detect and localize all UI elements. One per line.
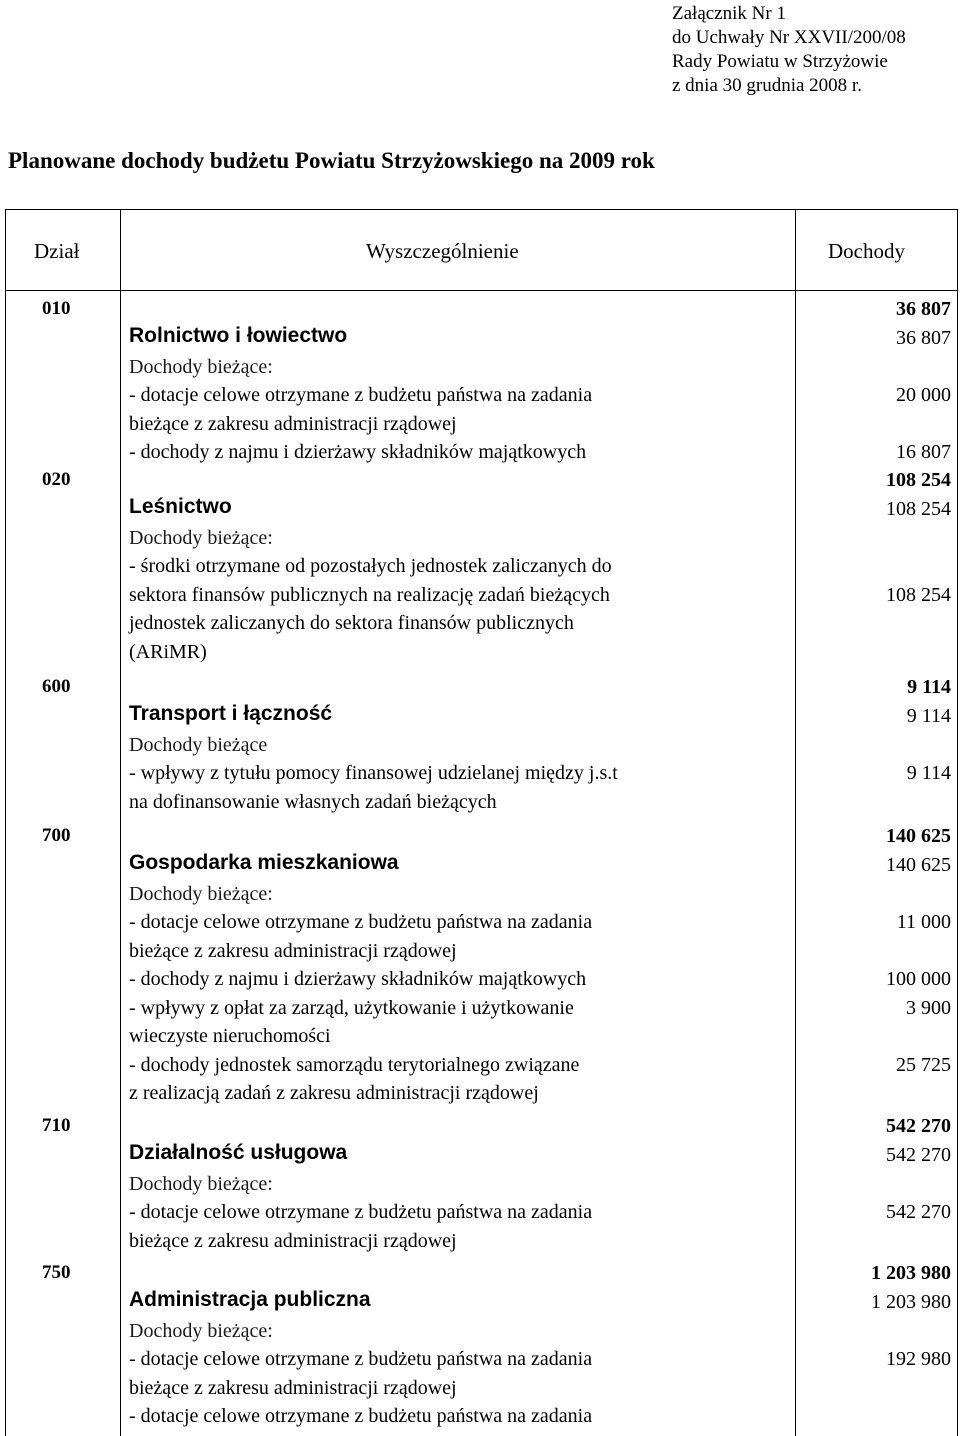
item-line: (ARiMR) (129, 640, 207, 663)
item-line: z realizacją zadań z zakresu administracji rządowej (129, 1082, 539, 1104)
item-amount: 16 807 (896, 441, 951, 463)
section-total: 108 254 (886, 469, 951, 491)
item-amount: 542 270 (886, 1201, 951, 1223)
section-total: 36 807 (896, 298, 951, 320)
item-line: - dotacje celowe otrzymane z budżetu państwa na zadania (129, 1348, 593, 1370)
section-code: 020 (42, 469, 71, 490)
item-line: - dotacje celowe otrzymane z budżetu państwa na zadania (129, 911, 593, 933)
item-amount: 25 725 (896, 1053, 951, 1076)
item-line: - dochody z najmu i dzierżawy składników majątkowych (129, 441, 587, 463)
section-label: Dochody bieżące: (129, 1172, 273, 1195)
revenue-table (5, 209, 958, 1436)
section-name: Gospodarka mieszkaniowa (129, 851, 399, 874)
section-label: Dochody bieżące: (129, 882, 273, 905)
section-label-amount: 140 625 (886, 854, 951, 876)
section-label: Dochody bieżące (129, 733, 268, 756)
item-line: - wpływy z opłat za zarząd, użytkowanie i użytkowanie (129, 996, 574, 1019)
section-name: Administracja publiczna (129, 1288, 371, 1311)
attachment-note (672, 2, 906, 98)
section-total: 1 203 980 (871, 1262, 951, 1284)
section-label-amount: 108 254 (886, 498, 951, 520)
attachment-line: z dnia 30 grudnia 2008 r. (672, 75, 862, 96)
item-line: na dofinansowanie własnych zadań bieżących (129, 790, 497, 813)
section-label-amount: 9 114 (906, 705, 951, 727)
header-amount: Dochody (828, 239, 905, 263)
item-amount: 20 000 (896, 384, 951, 406)
item-amount: 100 000 (886, 968, 951, 990)
section-total: 542 270 (886, 1115, 951, 1137)
section-total: 140 625 (886, 825, 951, 847)
section-code: 750 (42, 1262, 71, 1283)
section-name: Transport i łączność (129, 702, 333, 725)
item-amount: 192 980 (886, 1348, 951, 1370)
item-line: - środki otrzymane od pozostałych jednostek zaliczanych do (129, 555, 612, 577)
item-line: - dochody jednostek samorządu terytorialnego związane (129, 1053, 580, 1076)
column-divider (795, 210, 796, 1436)
section-code: 710 (42, 1115, 71, 1136)
section-name: Działalność usługowa (129, 1141, 348, 1164)
attachment-line: Rady Powiatu w Strzyżowie (672, 51, 888, 72)
header-description: Wyszczególnienie (366, 239, 519, 263)
item-amount: 9 114 (906, 762, 951, 784)
item-line: bieżące z zakresu administracji rządowej (129, 1376, 457, 1399)
section-label-amount: 1 203 980 (871, 1291, 951, 1313)
section-label-amount: 36 807 (896, 327, 951, 349)
item-line: - dotacje celowe otrzymane z budżetu państwa na zadania (129, 384, 593, 406)
section-name: Leśnictwo (129, 495, 232, 518)
section-total: 9 114 (907, 676, 951, 698)
item-line: bieżące z zakresu administracji rządowej (129, 412, 457, 435)
attachment-line: Załącznik Nr 1 (672, 3, 786, 24)
item-line: - wpływy z tytułu pomocy finansowej udzielanej między j.s.t (129, 762, 618, 784)
section-label: Dochody bieżące: (129, 1319, 273, 1342)
header-divider (6, 290, 957, 291)
item-amount: 108 254 (886, 583, 951, 606)
item-amount: 11 000 (896, 911, 951, 933)
item-line: sektora finansów publicznych na realizację zadań bieżących (129, 583, 610, 606)
section-label: Dochody bieżące: (129, 526, 273, 549)
page-title: Planowane dochody budżetu Powiatu Strzyżowskiego na 2009 rok (8, 148, 655, 173)
section-code: 010 (42, 298, 71, 319)
item-amount: 3 900 (906, 996, 951, 1019)
section-label-amount: 542 270 (886, 1144, 951, 1166)
section-label: Dochody bieżące: (129, 355, 273, 378)
attachment-line: do Uchwały Nr XXVII/200/08 (672, 27, 906, 48)
section-code: 700 (42, 825, 71, 846)
item-line: jednostek zaliczanych do sektora finansów publicznych (129, 612, 574, 634)
item-line: - dotacje celowe otrzymane z budżetu państwa na zadania (129, 1405, 593, 1427)
item-line: wieczyste nieruchomości (129, 1025, 331, 1047)
section-code: 600 (42, 676, 71, 697)
header-dzial: Dział (34, 239, 80, 263)
section-name: Rolnictwo i łowiectwo (129, 324, 348, 347)
item-line: bieżące z zakresu administracji rządowej (129, 1229, 457, 1252)
column-divider (120, 210, 121, 1436)
item-line: - dotacje celowe otrzymane z budżetu państwa na zadania (129, 1201, 593, 1223)
item-line: bieżące z zakresu administracji rządowej (129, 939, 457, 962)
item-line: - dochody z najmu i dzierżawy składników majątkowych (129, 968, 587, 990)
